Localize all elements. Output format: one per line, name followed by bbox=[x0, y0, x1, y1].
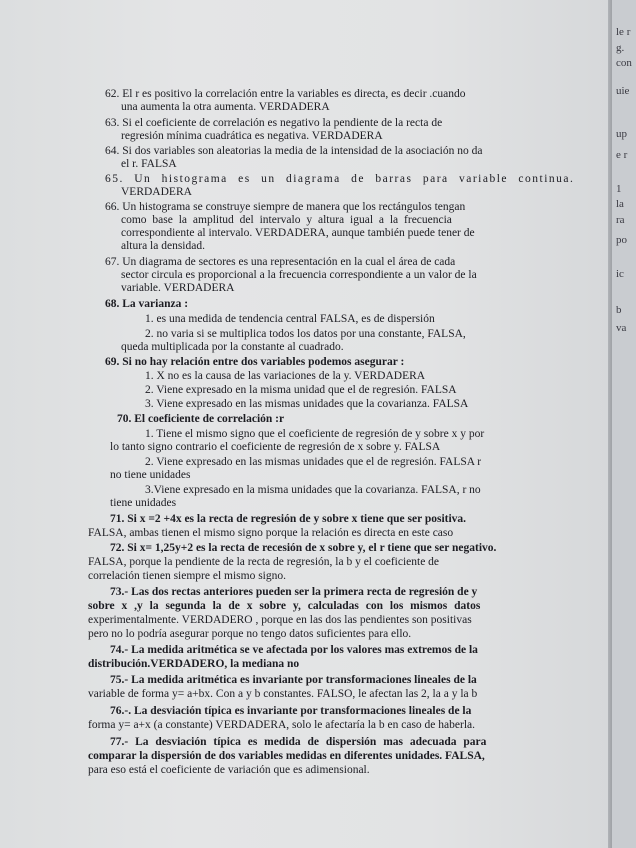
question-77-line-3: para eso está el coeficiente de variación que es adimensional. bbox=[88, 764, 370, 776]
question-69-option-2: 2. Viene expresado en la misma unidad que el de regresión. FALSA bbox=[145, 384, 457, 396]
question-67-line-2: sector circula es proporcional a la frecuencia correspondiente a un valor de la bbox=[121, 269, 477, 281]
question-70-option-1-line-2: lo tanto signo contrario el coeficiente de regresión de x sobre y. FALSA bbox=[110, 441, 441, 453]
margin-fragment: va bbox=[616, 322, 627, 334]
question-70-option-3-line-1: 3.Viene expresado en la misma unidades que la covarianza. FALSA, r no bbox=[145, 484, 481, 496]
margin-fragment: ic bbox=[616, 268, 624, 280]
margin-fragment: uie bbox=[616, 85, 630, 97]
question-69-title: 69. Si no hay relación entre dos variables podemos asegurar : bbox=[105, 356, 405, 368]
question-72-line-3: correlación tienen siempre el mismo signo. bbox=[88, 570, 286, 582]
question-63-line-1: 63. Si el coeficiente de correlación es negativo la pendiente de la recta de bbox=[105, 117, 443, 129]
question-65-line-1: 65. Un histograma es un diagrama de barras para variable continua. bbox=[105, 173, 575, 185]
question-67-line-3: variable. VERDADERA bbox=[121, 282, 235, 294]
question-66-line-2: como base la amplitud del intervalo y altura igual a la frecuencia bbox=[121, 214, 452, 226]
question-67-line-1: 67. Un diagrama de sectores es una representación en la cual el área de cada bbox=[105, 256, 456, 268]
question-62-line-1: 62. El r es positivo la correlación entre la variables es directa, es decir .cuando bbox=[105, 88, 466, 100]
question-71-line-2: FALSA, ambas tienen el mismo signo porque la relación es directa en este caso bbox=[88, 527, 454, 539]
margin-fragment: up bbox=[616, 128, 627, 140]
question-70-option-3-line-2: tiene unidades bbox=[110, 497, 177, 509]
question-64-line-2: el r. FALSA bbox=[121, 158, 177, 170]
margin-fragment: ra bbox=[616, 214, 625, 226]
question-66-line-3: correspondiente al intervalo. VERDADERA, aunque también puede tener de bbox=[121, 227, 475, 239]
margin-fragment: con bbox=[616, 57, 632, 69]
question-72-line-2: FALSA, porque la pendiente de la recta de regresión, la b y el coeficiente de bbox=[88, 556, 440, 568]
question-68-option-1: 1. es una medida de tendencia central FALSA, es de dispersión bbox=[145, 313, 435, 325]
question-76-line-1: 76.-. La desviación típica es invariante por transformaciones lineales de la bbox=[110, 705, 472, 717]
question-70-option-2-line-2: no tiene unidades bbox=[110, 469, 191, 481]
question-68-title: 68. La varianza : bbox=[105, 298, 189, 310]
question-75-line-2: variable de forma y= a+bx. Con a y b constantes. FALSO, le afectan las 2, la a y la b bbox=[88, 688, 478, 700]
question-66-line-4: altura la densidad. bbox=[121, 240, 205, 252]
question-70-option-1-line-1: 1. Tiene el mismo signo que el coeficiente de regresión de y sobre x y por bbox=[145, 428, 485, 440]
question-66-line-1: 66. Un histograma se construye siempre de manera que los rectángulos tengan bbox=[105, 201, 466, 213]
question-75-line-1: 75.- La medida aritmética es invariante por transformaciones lineales de la bbox=[110, 674, 477, 686]
margin-fragment: 1 bbox=[616, 183, 622, 195]
question-73-line-1: 73.- Las dos rectas anteriores pueden ser la primera recta de regresión de y bbox=[110, 586, 478, 598]
question-69-option-1: 1. X no es la causa de las variaciones de la y. VERDADERA bbox=[145, 370, 426, 382]
question-73-line-2: sobre x ,y la segunda la de x sobre y, calculadas con los mismos datos bbox=[88, 600, 481, 612]
question-68-option-2-line-2: queda multiplicada por la constante al cuadrado. bbox=[121, 341, 344, 353]
question-71-line-1: 71. Si x =2 +4x es la recta de regresión de y sobre x tiene que ser positiva. bbox=[110, 513, 467, 525]
margin-fragment: le r bbox=[616, 26, 631, 38]
question-69-option-3: 3. Viene expresado en las mismas unidades que la covarianza. FALSA bbox=[145, 398, 469, 410]
adjacent-page-margin bbox=[612, 0, 636, 848]
question-63-line-2: regresión mínima cuadrática es negativa. VERDADERA bbox=[121, 130, 383, 142]
margin-fragment: e r bbox=[616, 149, 628, 161]
margin-fragment: po bbox=[616, 234, 627, 246]
margin-fragment: la bbox=[616, 198, 624, 210]
question-72-line-1: 72. Si x= 1,25y+2 es la recta de recesión de x sobre y, el r tiene que ser negativo. bbox=[110, 542, 497, 554]
margin-fragment: g. bbox=[616, 42, 625, 54]
question-77-line-1: 77.- La desviación típica es medida de dispersión mas adecuada para bbox=[110, 736, 487, 748]
question-65-line-2: VERDADERA bbox=[121, 186, 192, 198]
question-64-line-1: 64. Si dos variables son aleatorias la media de la intensidad de la asociación no da bbox=[105, 145, 483, 157]
question-73-line-3: experimentalmente. VERDADERO , porque en las dos las pendientes son positivas bbox=[88, 614, 472, 626]
question-74-line-1: 74.- La medida aritmética se ve afectada por los valores mas extremos de la bbox=[110, 644, 478, 656]
question-77-line-2: comparar la dispersión de dos variables medidas en diferentes unidades. FALSA, bbox=[88, 750, 485, 762]
question-70-title: 70. El coeficiente de correlación :r bbox=[117, 413, 285, 425]
question-70-option-2-line-1: 2. Viene expresado en las mismas unidades que el de regresión. FALSA r bbox=[145, 456, 482, 468]
margin-fragment: b bbox=[616, 304, 622, 316]
question-68-option-2-line-1: 2. no varia si se multiplica todos los datos por una constante, FALSA, bbox=[145, 328, 466, 340]
question-74-line-2: distribución.VERDADERO, la mediana no bbox=[88, 658, 300, 670]
question-76-line-2: forma y= a+x (a constante) VERDADERA, solo le afectaría la b en caso de haberla. bbox=[88, 719, 476, 731]
question-73-line-4: pero no lo podría asegurar porque no tengo datos suficientes para ello. bbox=[88, 628, 412, 640]
question-62-line-2: una aumenta la otra aumenta. VERDADERA bbox=[121, 101, 330, 113]
